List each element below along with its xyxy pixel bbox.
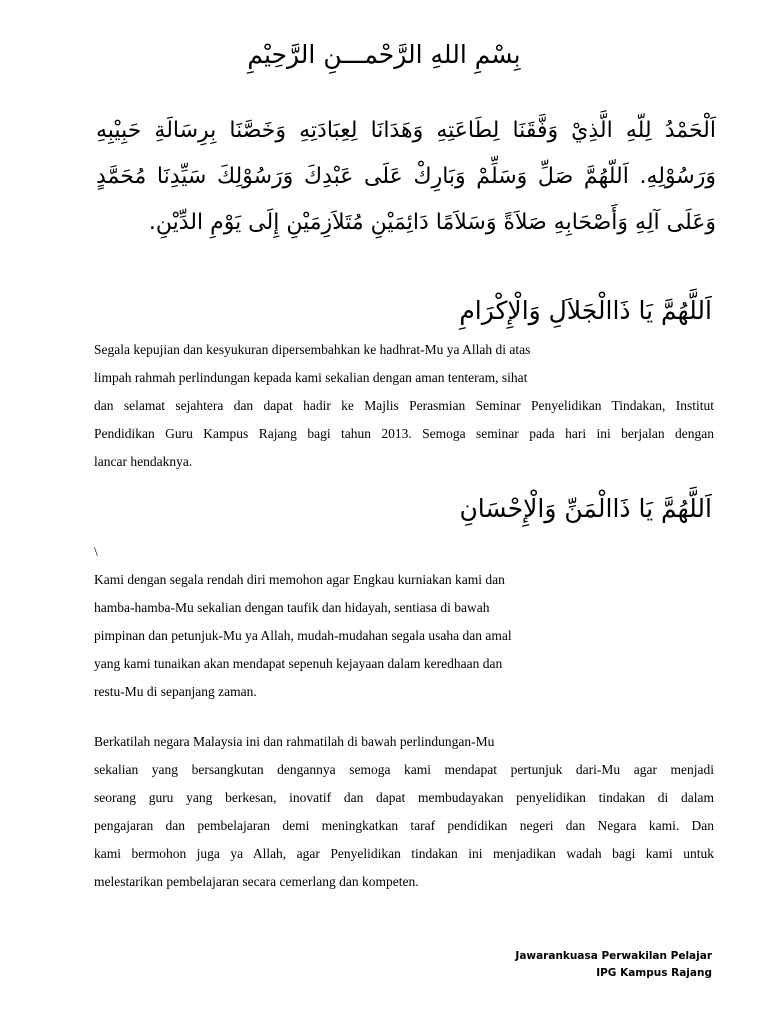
paragraph-kepujian [94,336,714,476]
text-line: hamba-hamba-Mu sekalian dengan taufik dan hidayah, sentiasa di bawah [94,600,490,615]
text-line: Pendidikan Guru Kampus Rajang bagi tahun 2013. Semoga seminar pada hari ini berjalan dengan [94,426,714,441]
arabic-doa-heading-2: اَللَّهُمَّ يَا ذَاالْمَنِّ وَالْإِحْسَانِ [459,494,712,523]
paragraph-berkatilah [94,728,714,896]
arabic-line: وَعَلَى آلِهِ وَأَصْحَابِهِ صَلاَةً وَسَلاَمًا دَائِمَيْنِ مُتَلاَزِمَيْنِ إِلَى يَوْمِ الدِّيْنِ. [148,210,716,235]
paragraph-permohonan [94,566,714,706]
arabic-line: وَرَسُوْلِهِ. اَللّهُمَّ صَلِّ وَسَلِّمْ وَبَارِكْ عَلَى عَبْدِكَ وَرَسُوْلِكَ سَيِّدِنَا مُحَمَّدٍ [96,164,716,189]
text-line: restu-Mu di sepanjang zaman. [94,684,257,699]
bismillah-heading: بِسْمِ اللهِ الرَّحْمـــنِ الرَّحِيْمِ [247,40,521,69]
stray-backslash: \ [94,544,98,559]
text-line: Berkatilah negara Malaysia ini dan rahmatilah di bawah perlindungan-Mu [94,734,495,749]
arabic-opening-paragraph [96,108,716,246]
text-line: limpah rahmah perlindungan kepada kami sekalian dengan aman tenteram, sihat [94,370,528,385]
text-line: pimpinan dan petunjuk-Mu ya Allah, mudah-mudahan segala usaha dan amal [94,628,512,643]
footer-committee: Jawarankuasa Perwakilan Pelajar [515,950,712,962]
arabic-line: اَلْحَمْدُ لِلّهِ الَّذِيْ وَفَّقَنَا لِطَاعَتِهِ وَهَدَانَا لِعِبَادَتِهِ وَخَصَّنَا بِرِسَالَةِ حَبِيْبِهِ [96,118,716,143]
footer-institution: IPG Kampus Rajang [596,967,712,979]
text-line: kami bermohon juga ya Allah, agar Penyelidikan tindakan ini menjadikan wadah bagi kami untuk [94,846,714,861]
text-line: yang kami tunaikan akan mendapat sepenuh kejayaan dalam keredhaan dan [94,656,503,671]
text-line: lancar hendaknya. [94,454,193,469]
text-line: seorang guru yang berkesan, inovatif dan dapat membudayakan penyelidikan tindakan di dalam [94,790,714,805]
arabic-doa-heading-1: اَللَّهُمَّ يَا ذَاالْجَلاَلِ وَالْإِكْرَامِ [459,296,712,325]
text-line: dan selamat sejahtera dan dapat hadir ke Majlis Perasmian Seminar Penyelidikan Tindakan, Institut [94,398,714,413]
text-line: Kami dengan segala rendah diri memohon agar Engkau kurniakan kami dan [94,572,505,587]
text-line: pengajaran dan pembelajaran demi meningkatkan taraf pendidikan negeri dan Negara kami. Dan [94,818,714,833]
footer-signature [515,948,712,982]
text-line: sekalian yang bersangkutan dengannya semoga kami mendapat pertunjuk dari-Mu agar menjadi [94,762,714,777]
text-line: Segala kepujian dan kesyukuran dipersembahkan ke hadhrat-Mu ya Allah di atas [94,342,531,357]
text-line: melestarikan pembelajaran secara cemerlang dan kompeten. [94,874,419,889]
